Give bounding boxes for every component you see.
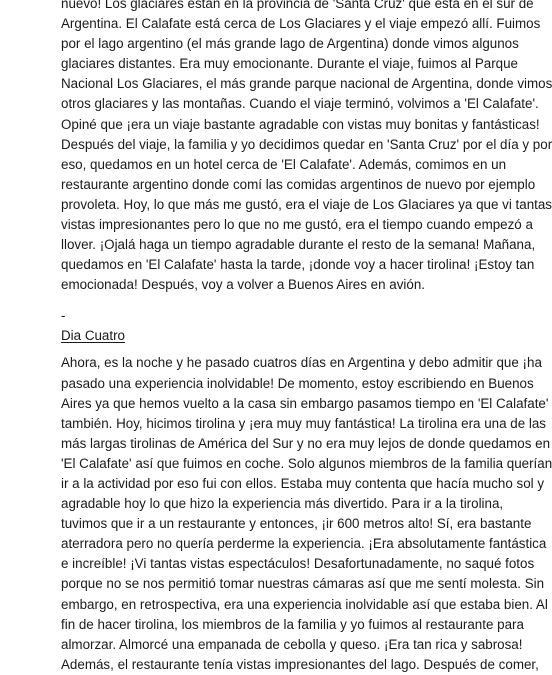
paragraph-line: fin de hacer tirolina, los miembros de la familia y yo fuimos al restaurante para: [61, 616, 524, 632]
paragraph-line: más largas tirolinas de América del Sur y no era muy lejos de donde quedamos en: [61, 435, 551, 451]
paragraph-line: llover. ¡Ojalá haga un tiempo agradable durante el resto de la semana! Mañana,: [61, 237, 536, 253]
day-four-paragraph: [0, 353, 552, 675]
paragraph-line: provoleta. Hoy, lo que más me gustó, era el viaje de Los Glaciares ya que vi tantas: [61, 196, 552, 212]
paragraph-line: eso, quedamos en un hotel cerca de 'El Calafate'. Además, comimos en un: [61, 156, 507, 172]
paragraph-line: Opiné que ¡era un viaje bastante agradable con vistas muy bonitas y fantásticas!: [61, 116, 540, 132]
paragraph-line: nuevo! Los glaciares están en la provincia de 'Santa Cruz' que está en el sur de: [61, 0, 534, 11]
paragraph-line: otros glaciares y las montañas. Cuando el viaje terminó, volvimos a 'El Calafate'.: [61, 96, 539, 112]
paragraph-line: vistas impresionantes pero lo que no me gustó, era el tiempo cuando empezó a: [61, 217, 533, 233]
paragraph-line: restaurante argentino donde comí las comidas argentinos de nuevo por ejemplo: [61, 176, 536, 192]
paragraph-line: emocionada! Después, voy a volver a Buenos Aires en avión.: [61, 277, 425, 293]
paragraph-line: pasado una experiencia inolvidable! De momento, estoy escribiendo en Buenos: [61, 375, 534, 391]
paragraph-line: porque no se nos permitió tomar nuestras cámaras así que me sentí molesta. Sin: [61, 576, 545, 592]
paragraph-line: Argentina. El Calafate está cerca de Los Glaciares y el viaje empezó allí. Fuimos: [61, 16, 541, 32]
paragraph-line: Ahora, es la noche y he pasado cuatros días en Argentina y debo admitir que ¡ha: [61, 355, 542, 371]
paragraph-line: agradable hoy lo que hizo la experiencia más divertido. Para ir a la tirolina,: [61, 496, 504, 512]
paragraph-line: embargo, en retrospectiva, era una experiencia inolvidable así que estaba bien. Al: [61, 596, 548, 612]
paragraph-line: glaciares distantes. Era muy emocionante. Durante el viaje, fuimos al Parque: [61, 56, 519, 72]
day-three-paragraph: [0, 0, 552, 295]
paragraph-line: Además, el restaurante tenía vistas impresionantes del lago. Después de comer,: [61, 656, 539, 672]
list-marker: -: [61, 308, 66, 324]
paragraph-line: quedamos en 'El Calafate' hasta la tarde, ¡donde voy a hacer tirolina! ¡Estoy tan: [61, 257, 535, 273]
section-heading: Dia Cuatro: [61, 328, 126, 344]
paragraph-line: Nacional Los Glaciares, el más grande parque nacional de Argentina, donde vimos: [61, 76, 552, 92]
paragraph-line: Aires ya que hemos vuelto a la casa sin embargo pasamos tiempo en 'El Calafate': [61, 395, 549, 411]
paragraph-line: también. Hoy, hicimos tirolina y ¡era muy muy fantástica! La tirolina era una de las: [61, 415, 547, 431]
paragraph-line: aterradora pero no quería perderme la experiencia. ¡Era absolutamente fantástica: [61, 536, 547, 552]
paragraph-line: por el lago argentino (el más grande lago de Argentina) donde vimos algunos: [61, 36, 519, 52]
paragraph-line: e increíble! ¡Vi tantas vistas espectáculos! Desafortunadamente, no saqué fotos: [61, 556, 535, 572]
paragraph-line: 'El Calafate' así que fuimos en coche. Solo algunos miembros de la familia querían: [61, 455, 552, 471]
paragraph-line: almorzar. Almorcé una empanada de cebolla y queso. ¡Era tan rica y sabrosa!: [61, 636, 523, 652]
paragraph-line: tuvimos que ir a un restaurante y entonces, ¡ir 600 metros alto! Sí, era bastante: [61, 516, 532, 532]
paragraph-line: Después del viaje, la familia y yo decidimos quedar en 'Santa Cruz' por el día y por: [61, 136, 552, 152]
paragraph-line: ir a la actividad por eso fui con ellos. Estaba muy contenta que hacía mucho sol y: [61, 475, 545, 491]
